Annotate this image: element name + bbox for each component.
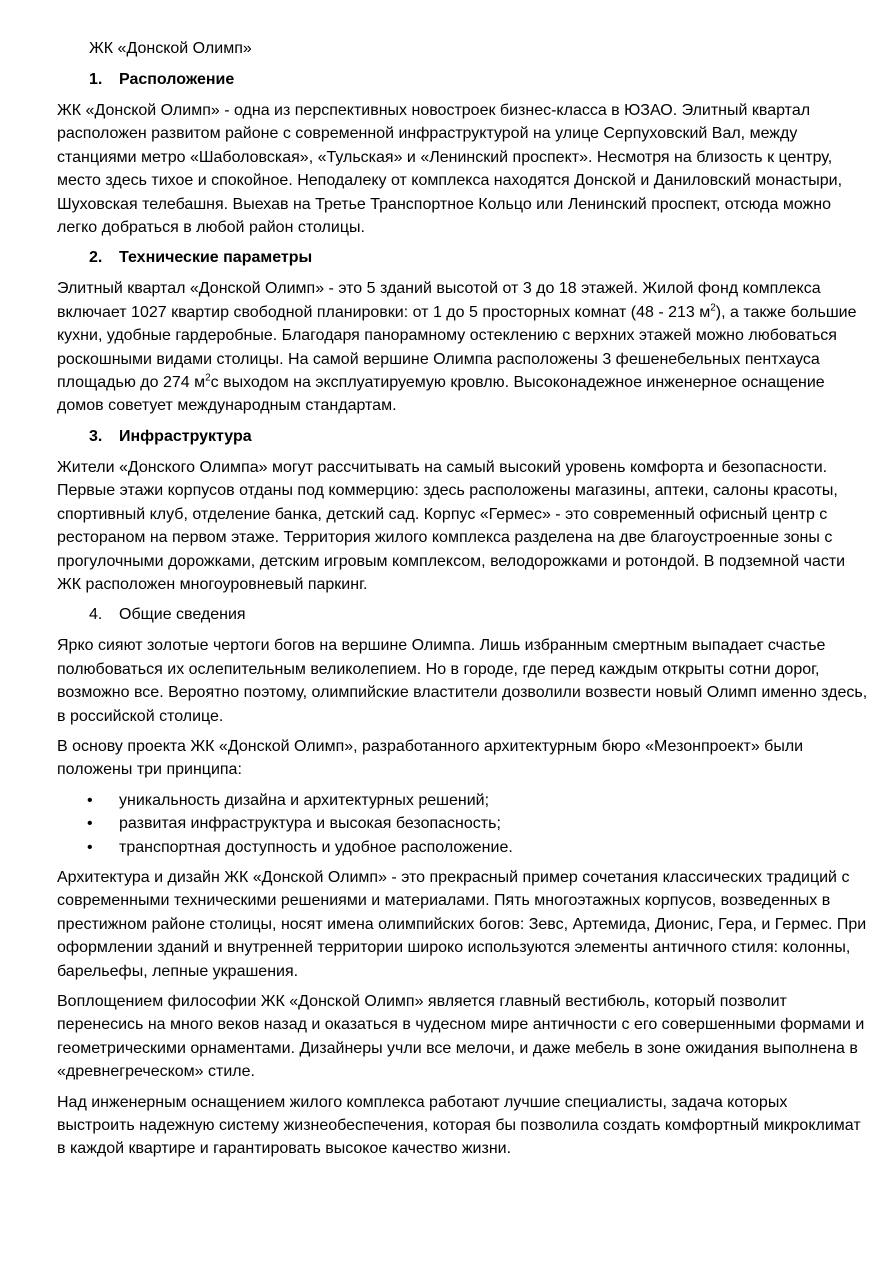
list-item — [57, 789, 869, 812]
section-number: 3. — [89, 427, 103, 445]
section-heading-technical — [89, 246, 869, 270]
principles-list — [57, 789, 869, 859]
infrastructure-paragraph: Жители «Донского Олимпа» могут рассчитывать на самый высокий уровень комфорта и безопасности. Первые этажи корпусов отданы под коммерцию: здесь расположены магазины, аптеки, салоны красоты, спортивный клуб, отделение банка, детский сад. Корпус «Гермес» - это современный офисный центр с рестораном на первом этаже. Территория жилого комплекса разделена на две благоустроенные зоны с прогулочными дорожками, детским игровым комплексом, велодорожками и ротондой. В подземной части ЖК расположен многоуровневый паркинг. — [57, 458, 846, 593]
bullet-icon: • — [87, 838, 93, 856]
bullet-icon: • — [87, 791, 93, 809]
technical-paragraph — [57, 277, 869, 417]
text-run: с выходом на эксплуатируемую кровлю. Высоконадежное инженерное оснащение домов советует международным стандартам. — [57, 374, 825, 415]
bullet-icon: • — [87, 815, 93, 833]
document-title: ЖК «Донской Олимп» — [89, 40, 252, 57]
text-run: Элитный квартал «Донской Олимп» - это 5 зданий высотой от 3 до 18 этажей. Жилой фонд комплекса включает 1027 квартир свободной планировки: от 1 до 5 просторных комнат (48 - 213 м — [57, 280, 821, 321]
list-item — [57, 812, 869, 835]
section-number: 1. — [89, 71, 103, 88]
document-page — [57, 37, 869, 1168]
location-paragraph: ЖК «Донской Олимп» - одна из перспективных новостроек бизнес-класса в ЮЗАО. Элитный квартал расположен развитом районе с современной инфраструктурой на улице Серпуховский Вал, между станциями метро «Шаболовская», «Тульская» и «Ленинский проспект». Несмотря на близость к центру, место здесь тихое и спокойное. Неподалеку от комплекса находятся Донской и Даниловский монастыри, Шуховская телебашня. Выехав на Третье Транспортное Кольцо или Ленинский проспект, отсюда можно легко добраться в любой район столицы. — [57, 102, 843, 237]
section-heading-text: Расположение — [119, 71, 235, 88]
section-heading-general — [89, 603, 869, 627]
section-heading-text: Общие сведения — [119, 606, 246, 624]
superscript: 2 — [205, 372, 211, 384]
section-heading-infrastructure — [89, 425, 869, 449]
list-item-text: транспортная доступность и удобное расположение. — [119, 838, 513, 856]
section-heading-text: Технические параметры — [119, 249, 313, 267]
section-number: 2. — [89, 249, 103, 267]
text-run: ), а также большие кухни, удобные гардеробные. Благодаря панорамному остеклению с верхних этажей можно любоваться роскошными видами столицы. На самой вершине Олимпа расположены 3 фешенебельных пентхауса площадью до 274 м — [57, 303, 857, 392]
list-item — [57, 836, 869, 859]
list-item-text: уникальность дизайна и архитектурных решений; — [119, 791, 490, 809]
general-paragraph-3: Архитектура и дизайн ЖК «Донской Олимп» - это прекрасный пример сочетания классических традиций с современными техническими решениями и материалами. Пять многоэтажных корпусов, возведенных в престижном районе столицы, носят имена олимпийских богов: Зевс, Артемида, Дионис, Гера, и Гермес. При оформлении зданий и внутренней территории широко используются элементы античного стиля: колонны, барельефы, лепные украшения. — [57, 868, 867, 980]
section-number: 4. — [89, 606, 103, 624]
general-paragraph-1: Ярко сияют золотые чертоги богов на вершине Олимпа. Лишь избранным смертным выпадает счастье полюбоваться их ослепительным великолепием. Но в городе, где перед каждым открыты сотни дорог, возможно все. Вероятно поэтому, олимпийские властители дозволили возвести новый Олимп именно здесь, в российской столице. — [57, 637, 868, 725]
general-paragraph-2: В основу проекта ЖК «Донской Олимп», разработанного архитектурным бюро «Мезонпроект» были положены три принципа: — [57, 737, 804, 779]
section-heading-text: Инфраструктура — [119, 427, 252, 445]
general-paragraph-5: Над инженерным оснащением жилого комплекса работают лучшие специалисты, задача которых выстроить надежную систему жизнеобеспечения, которая бы позволила создать комфортный микроклимат в каждой квартире и гарантировать высокое качество жизни. — [57, 1093, 861, 1158]
list-item-text: развитая инфраструктура и высокая безопасность; — [119, 815, 501, 833]
general-paragraph-4: Воплощением философии ЖК «Донской Олимп» является главный вестибюль, который позволит перенесись на много веков назад и оказаться в чудесном мире античности с его совершенными формами и геометрическими орнаментами. Дизайнеры учли все мелочи, и даже мебель в зоне ожидания выполнена в «древнегреческом» стиле. — [57, 993, 865, 1081]
superscript: 2 — [710, 302, 716, 314]
section-heading-location — [89, 68, 869, 92]
